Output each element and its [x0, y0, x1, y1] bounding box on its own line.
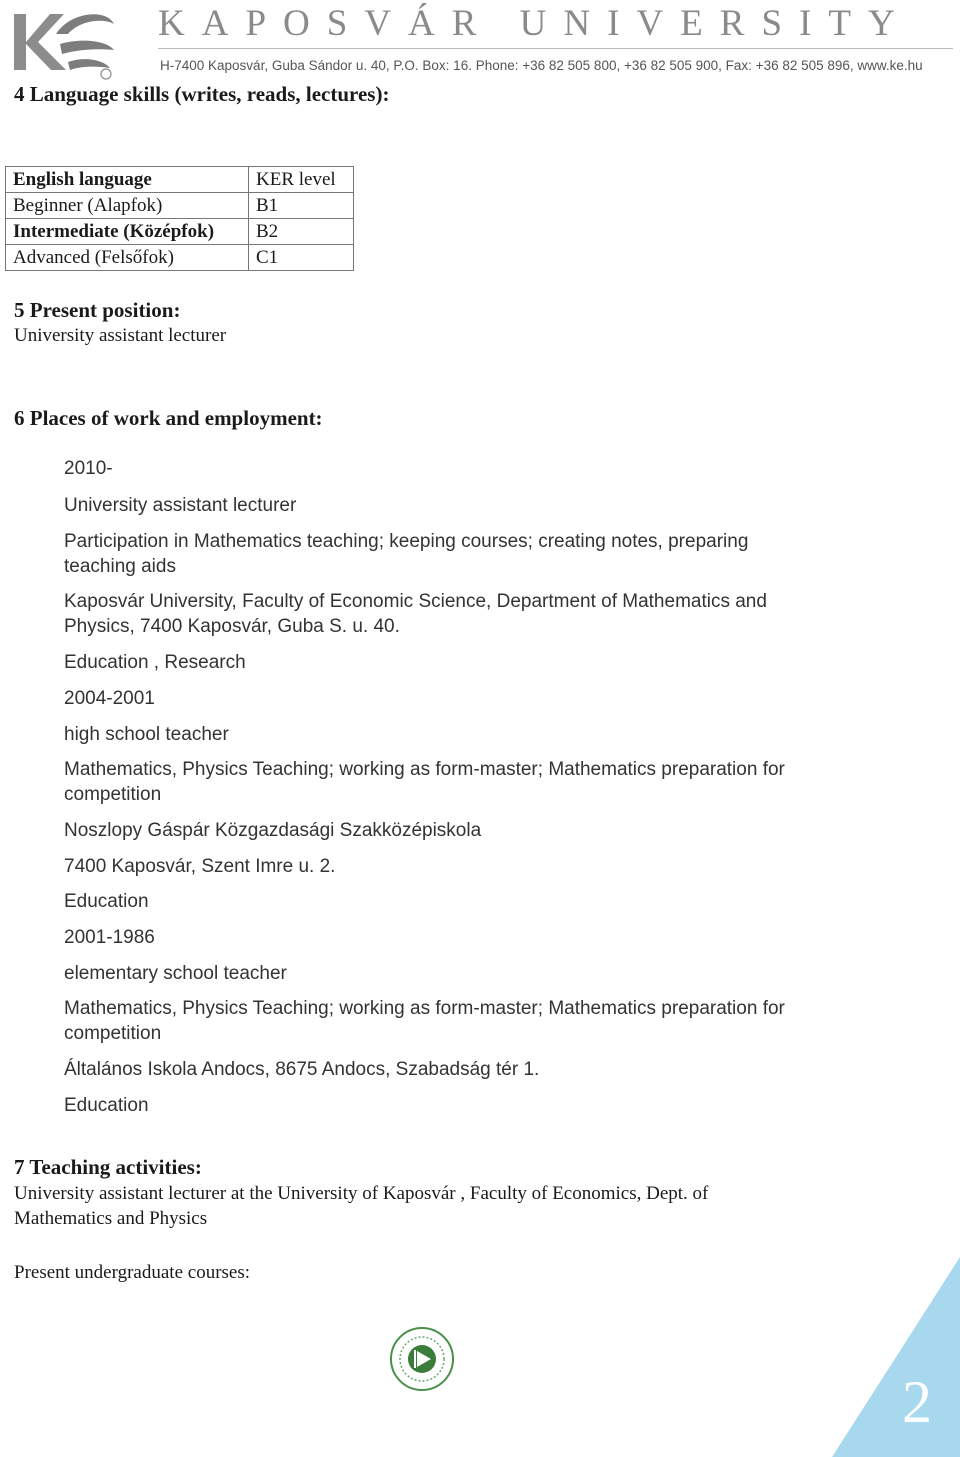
university-address: H-7400 Kaposvár, Guba Sándor u. 40, P.O. Box: 16. Phone: +36 82 505 800, +36 82 505 900, Fax: +36 82 505 896, www.ke.hu	[160, 58, 923, 73]
job-years: 2001-1986	[64, 927, 155, 948]
job-employer: 7400 Kaposvár, Szent Imre u. 2.	[64, 856, 336, 877]
job-duties: competition	[64, 1023, 162, 1044]
teaching-text: University assistant lecturer at the University of Kaposvár , Faculty of Economics, Dept. of	[14, 1183, 709, 1204]
iso-certification-seal	[389, 1326, 455, 1392]
page-number: 2	[902, 1369, 932, 1435]
job-duties: teaching aids	[64, 556, 176, 577]
university-name: KAPOSVÁR UNIVERSITY	[158, 3, 912, 44]
section-7-title: 7 Teaching activities:	[14, 1155, 202, 1179]
table-cell-ker: B2	[249, 219, 354, 245]
table-cell-level: Advanced (Felsőfok)	[6, 245, 249, 271]
header-divider	[158, 48, 953, 49]
job-duties: Mathematics, Physics Teaching; working as form-master; Mathematics preparation for	[64, 998, 785, 1019]
table-header-ker: KER level	[249, 167, 354, 193]
job-field: Education , Research	[64, 652, 246, 673]
present-position-text: University assistant lecturer	[14, 325, 227, 346]
job-years: 2004-2001	[64, 688, 155, 709]
table-header-row	[6, 167, 354, 193]
job-role: elementary school teacher	[64, 963, 287, 984]
job-duties: Mathematics, Physics Teaching; working as form-master; Mathematics preparation for	[64, 759, 785, 780]
job-duties: Participation in Mathematics teaching; keeping courses; creating notes, preparing	[64, 531, 749, 552]
job-role: high school teacher	[64, 724, 229, 745]
letterhead	[0, 0, 960, 80]
table-cell-ker: B1	[249, 193, 354, 219]
job-employer: Általános Iskola Andocs, 8675 Andocs, Szabadság tér 1.	[64, 1059, 540, 1080]
job-duties: competition	[64, 784, 162, 805]
table-row	[6, 245, 354, 271]
table-row	[6, 193, 354, 219]
table-cell-level: Beginner (Alapfok)	[6, 193, 249, 219]
language-table	[5, 166, 354, 271]
job-employer: Kaposvár University, Faculty of Economic Science, Department of Mathematics and	[64, 591, 767, 612]
page-corner-decoration	[832, 1257, 960, 1457]
teaching-text: Mathematics and Physics	[14, 1208, 208, 1229]
section-4-title: 4 Language skills (writes, reads, lectures):	[14, 82, 390, 106]
table-row	[6, 219, 354, 245]
job-employer: Noszlopy Gáspár Közgazdasági Szakközépiskola	[64, 820, 482, 841]
university-logo	[10, 4, 120, 80]
table-header-language: English language	[6, 167, 249, 193]
job-field: Education	[64, 891, 149, 912]
job-employer: Physics, 7400 Kaposvár, Guba S. u. 40.	[64, 616, 400, 637]
job-years: 2010-	[64, 458, 113, 479]
table-cell-level: Intermediate (Középfok)	[6, 219, 249, 245]
job-field: Education	[64, 1095, 149, 1116]
table-cell-ker: C1	[249, 245, 354, 271]
section-5-title: 5 Present position:	[14, 298, 181, 322]
courses-label: Present undergraduate courses:	[14, 1262, 251, 1283]
job-role: University assistant lecturer	[64, 495, 297, 516]
section-6-title: 6 Places of work and employment:	[14, 406, 323, 430]
